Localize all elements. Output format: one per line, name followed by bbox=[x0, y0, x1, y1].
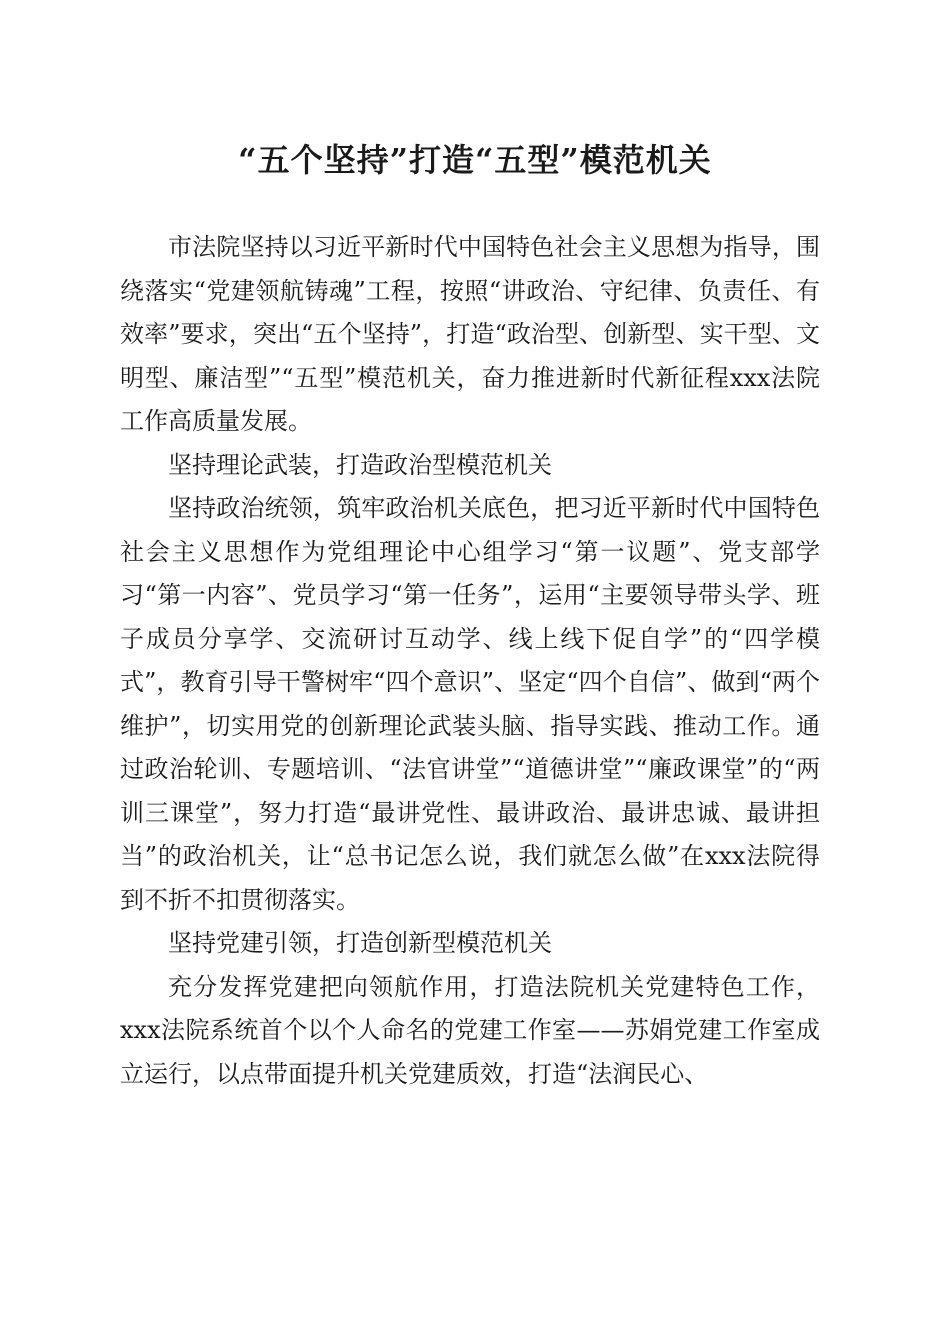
section-heading-2: 坚持党建引领，打造创新型模范机关 bbox=[168, 929, 552, 957]
document-title: “五个坚持”打造“五型”模范机关 bbox=[238, 141, 712, 179]
section-1-paragraph: 坚持政治统领，筑牢政治机关底色，把习近平新时代中国特色社会主义思想作为党组理论中心组学习“第一议题”、党支部学习“第一内容”、党员学习“第一任务”，运用“主要领导带头学、班子成员分享学、交流研讨互动学、线上线下促自学”的“四学模式”，教育引导干警树牢“四个意识”、坚定“四个自信”、做到“两个维护”，切实用党的创新理论武装头脑、指导实践、推动工作。通过政治轮训、专题培训、“法官讲堂”“道德讲堂”“廉政课堂”的“两训三课堂”，努力打造“最讲党性、最讲政治、最讲忠诚、最讲担当”的政治机关，让“总书记怎么说，我们就怎么做”在xxx法院得到不折不扣贯彻落实。 bbox=[120, 494, 820, 914]
document-body bbox=[120, 226, 820, 1096]
section-heading-1: 坚持理论武装，打造政治型模范机关 bbox=[168, 450, 552, 479]
section-2-paragraph: 充分发挥党建把向领航作用，打造法院机关党建特色工作，xxx法院系统首个以个人命名的党建工作室——苏娟党建工作室成立运行，以点带面提升机关党建质效，打造“法润民心、 bbox=[120, 972, 820, 1088]
intro-paragraph: 市法院坚持以习近平新时代中国特色社会主义思想为指导，围绕落实“党建领航铸魂”工程，按照“讲政治、守纪律、负责任、有效率”要求，突出“五个坚持”，打造“政治型、创新型、实干型、文明型、廉洁型”“五型”模范机关，奋力推进新时代新征程xxx法院工作高质量发展。 bbox=[120, 233, 820, 435]
